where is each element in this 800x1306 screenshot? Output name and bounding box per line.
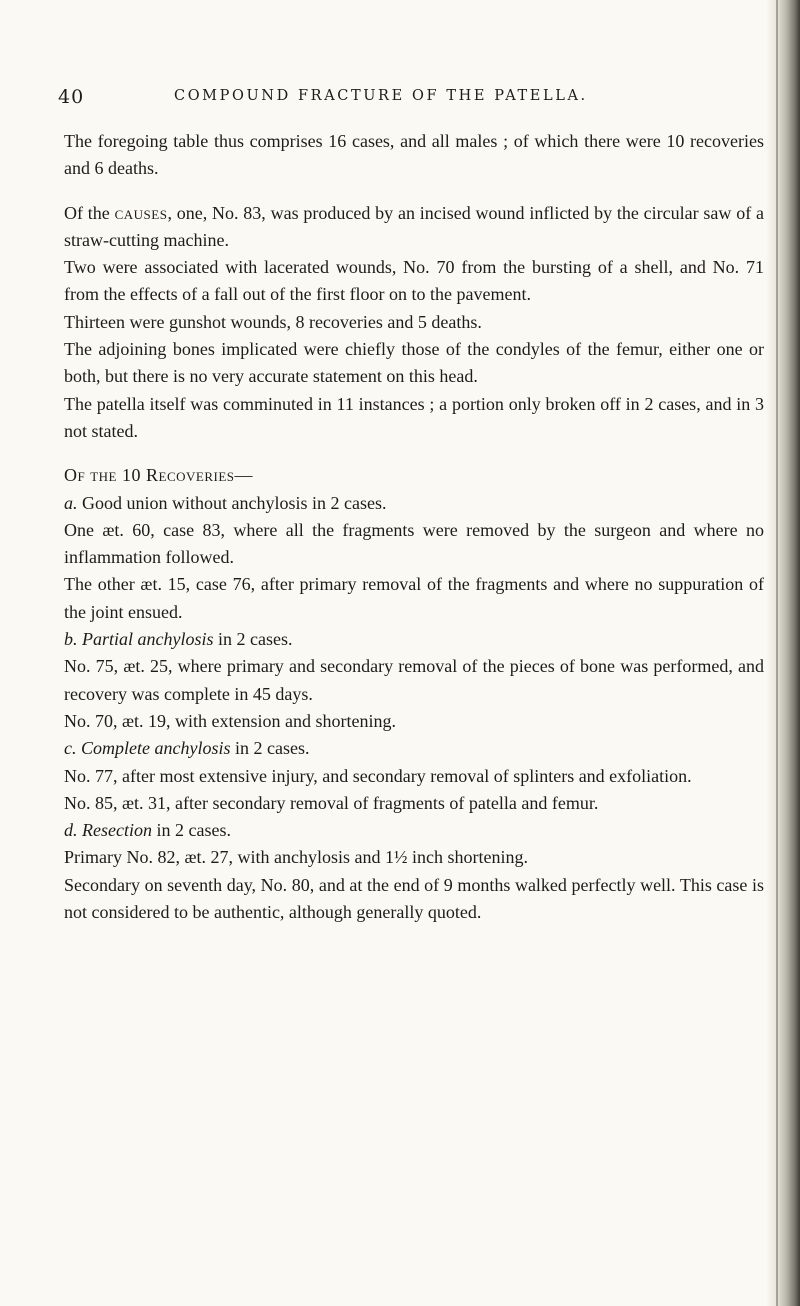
item-b-italic: Partial anchylosis xyxy=(82,629,214,650)
item-b-rest: in 2 cases. xyxy=(218,629,293,650)
item-d-letter: d. xyxy=(64,820,78,841)
item-c-italic: Complete anchylosis xyxy=(81,738,231,759)
item-a-letter: a. xyxy=(64,492,78,513)
paragraph-causes xyxy=(64,200,764,255)
item-d-case-2: Secondary on seventh day, No. 80, and at the end of 9 months walked perfectly well. This case is not considered to be authentic, although generally quoted. xyxy=(64,874,764,923)
causes-lead: Of the xyxy=(64,202,110,223)
item-c-heading xyxy=(64,735,764,762)
item-c-letter: c. xyxy=(64,738,77,759)
paragraph-gunshot: Thirteen were gunshot wounds, 8 recoveries and 5 deaths. xyxy=(64,311,482,332)
page-number: 40 xyxy=(58,86,85,108)
page-header xyxy=(58,86,778,116)
item-c-rest: in 2 cases. xyxy=(234,738,310,759)
item-a-text: Good union without anchylosis in 2 cases. xyxy=(82,492,387,513)
item-b-heading xyxy=(64,626,764,653)
item-c-case-2: No. 85, æt. 31, after secondary removal of fragments of patella and femur. xyxy=(64,792,599,813)
paragraph-lacerated: Two were associated with lacerated wounds, No. 70 from the bursting of a shell, and No. 71 from the effects of a fall out of the first floor on to the pavement. xyxy=(64,257,764,305)
item-b-letter: b. xyxy=(64,629,78,650)
page-edge-line xyxy=(776,0,778,1306)
item-a-heading xyxy=(64,490,764,517)
paragraph-table-summary: The foregoing table thus comprises 16 cases, and all males ; of which there were 10 recoveries and 6 deaths. xyxy=(64,131,764,179)
item-a-case-1: One æt. 60, case 83, where all the fragments were removed by the surgeon and where no inflammation followed. xyxy=(64,519,764,568)
paragraph-adjoining-bones: The adjoining bones implicated were chiefly those of the condyles of the femur, either one or both, but there is no very accurate statement on this head. xyxy=(64,339,764,387)
running-title: COMPOUND FRACTURE OF THE PATELLA. xyxy=(174,88,588,104)
page-body xyxy=(64,128,764,926)
item-d-case-1: Primary No. 82, æt. 27, with anchylosis and 1½ inch shortening. xyxy=(64,847,528,868)
book-spine-shadow xyxy=(766,0,800,1306)
causes-term: causes xyxy=(114,202,168,223)
item-c-case-1: No. 77, after most extensive injury, and secondary removal of splinters and exfoliation. xyxy=(64,765,692,786)
recoveries-heading: Of the 10 Recoveries— xyxy=(64,465,254,486)
causes-rest: , one, No. 83, was produced by an incised wound inflicted by the circular saw of a straw-cutting machine. xyxy=(64,202,764,250)
item-d-heading xyxy=(64,817,764,844)
paragraph-patella: The patella itself was comminuted in 11 instances ; a portion only broken off in 2 cases, and in 3 not stated. xyxy=(64,393,764,441)
item-b-case-1: No. 75, æt. 25, where primary and secondary removal of the pieces of bone was performed, and recovery was complete in 45 days. xyxy=(64,656,764,704)
item-b-case-2: No. 70, æt. 19, with extension and shortening. xyxy=(64,710,396,731)
item-d-italic: Resection xyxy=(82,820,152,841)
item-d-rest: in 2 cases. xyxy=(156,820,231,841)
item-a-case-2: The other æt. 15, case 76, after primary removal of the fragments and where no suppuration of the joint ensued. xyxy=(64,574,764,622)
